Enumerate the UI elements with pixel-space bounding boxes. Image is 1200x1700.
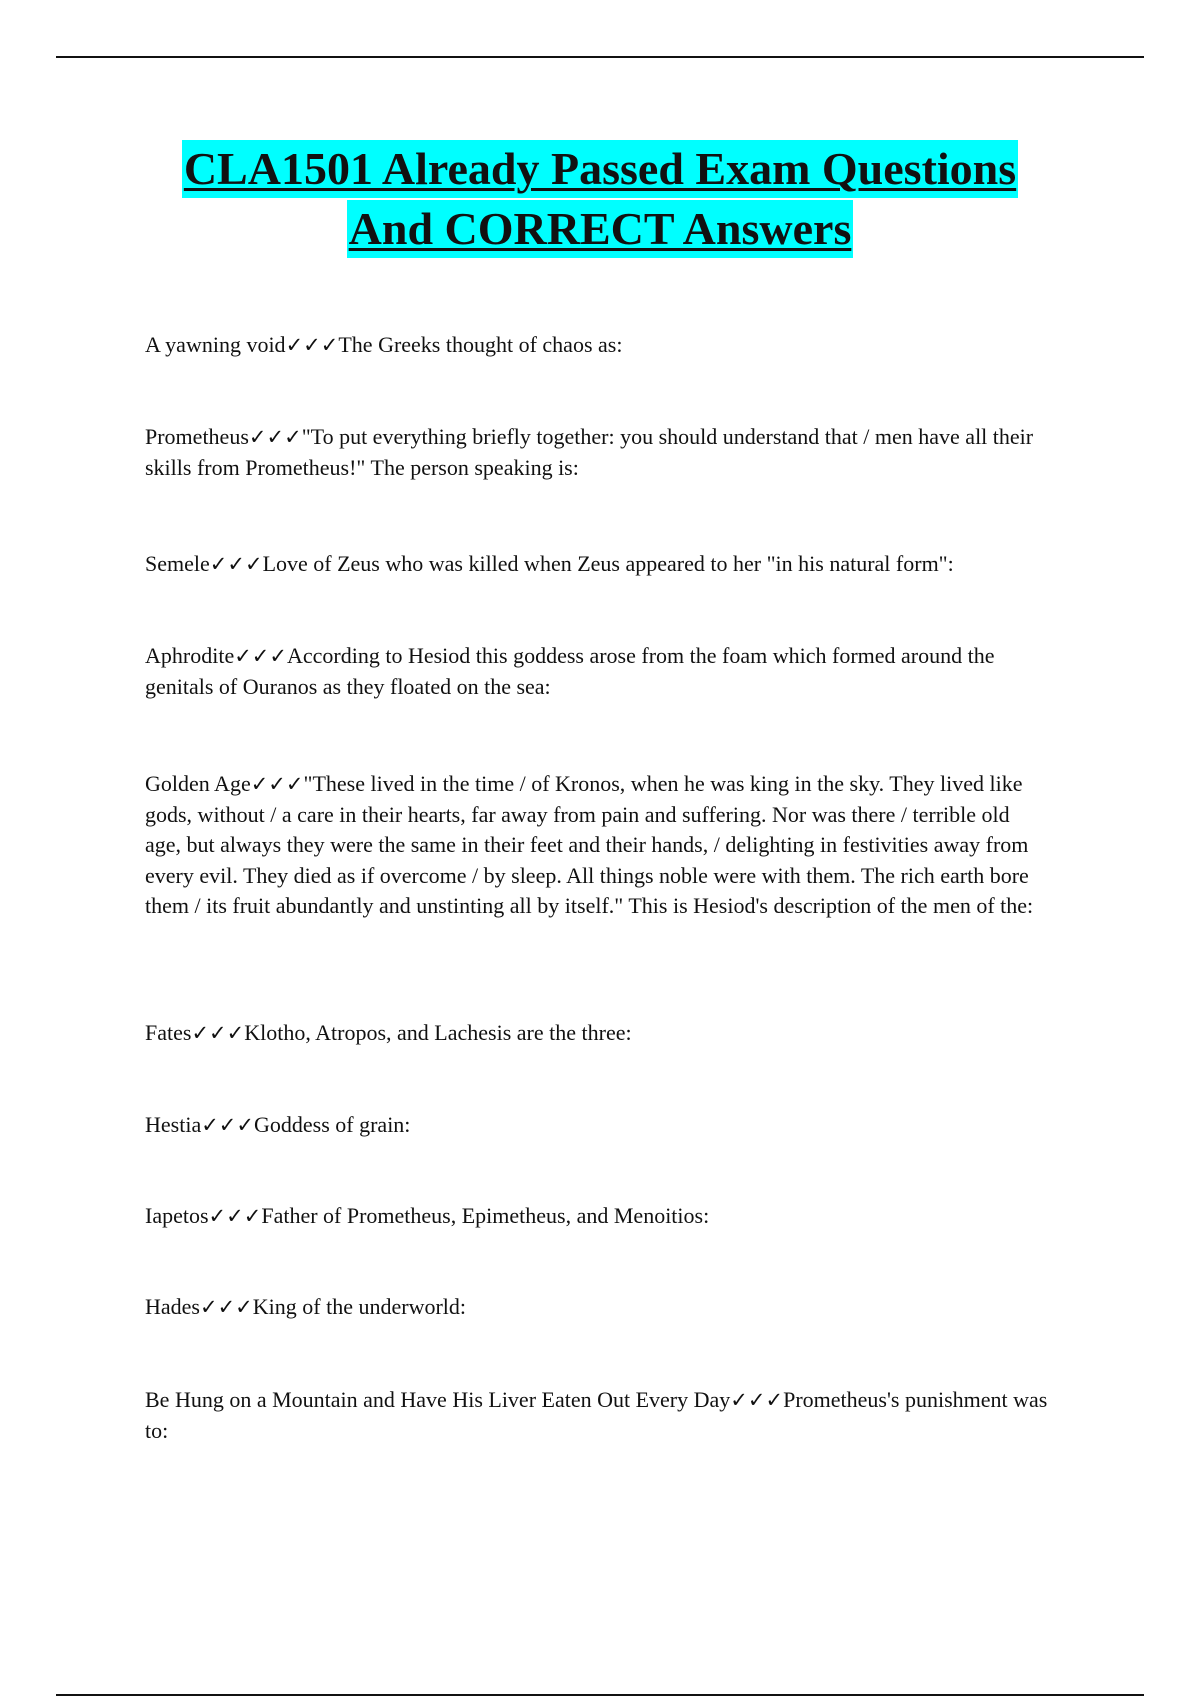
check-marks-icon: ✓✓✓ xyxy=(730,1388,784,1412)
question-text: Goddess of grain: xyxy=(254,1112,411,1137)
document-title xyxy=(0,140,1200,260)
answer-text: Hestia xyxy=(145,1112,202,1137)
question-text: Prometheus's punishment was to: xyxy=(145,1387,1048,1443)
qa-item xyxy=(145,330,1050,361)
qa-item xyxy=(145,1385,1050,1446)
check-marks-icon: ✓✓✓ xyxy=(199,1295,253,1319)
check-marks-icon: ✓✓✓ xyxy=(201,1113,254,1137)
qa-item xyxy=(145,641,1050,702)
qa-item xyxy=(145,1018,1050,1049)
check-marks-icon: ✓✓✓ xyxy=(248,425,302,449)
check-marks-icon: ✓✓✓ xyxy=(234,644,287,668)
question-text: "These lived in the time / of Kronos, when he was king in the sky. They lived like gods, without / a care in their hearts, far away from pain and suffering. Nor was there / terrible old age, but always they were the same in their feet and their hands, / delighting in festivities away from every evil. They died as if overcome / by sleep. All things noble were with them. The rich earth bore them / its fruit abundantly and unstinting all by itself." This is Hesiod's description of the men of the: xyxy=(145,771,1034,918)
answer-text: Prometheus xyxy=(145,424,249,449)
title-line-1: CLA1501 Already Passed Exam Questions xyxy=(182,140,1018,198)
check-marks-icon: ✓✓✓ xyxy=(208,1204,262,1228)
answer-text: Iapetos xyxy=(145,1203,209,1228)
answer-text: Golden Age xyxy=(145,771,251,796)
question-text: Love of Zeus who was killed when Zeus appeared to her "in his natural form": xyxy=(262,551,954,576)
qa-item xyxy=(145,1292,1050,1323)
qa-item xyxy=(145,769,1050,922)
answer-text: A yawning void xyxy=(145,332,286,357)
qa-item xyxy=(145,422,1050,483)
answer-text: Aphrodite xyxy=(145,643,235,668)
bottom-rule xyxy=(56,1694,1144,1696)
check-marks-icon: ✓✓✓ xyxy=(285,333,339,357)
question-text: The Greeks thought of chaos as: xyxy=(338,332,623,357)
answer-text: Semele xyxy=(145,551,210,576)
answer-text: Be Hung on a Mountain and Have His Liver Eaten Out Every Day xyxy=(145,1387,731,1412)
top-rule xyxy=(56,56,1144,58)
check-marks-icon: ✓✓✓ xyxy=(191,1021,245,1045)
title-line-2: And CORRECT Answers xyxy=(347,200,854,258)
qa-item xyxy=(145,549,1050,580)
answer-text: Fates xyxy=(145,1020,192,1045)
qa-item xyxy=(145,1110,1050,1141)
question-text: Klotho, Atropos, and Lachesis are the three: xyxy=(244,1020,632,1045)
question-text: According to Hesiod this goddess arose from the foam which formed around the genitals of Ouranos as they floated on the sea: xyxy=(145,643,995,699)
check-marks-icon: ✓✓✓ xyxy=(250,772,304,796)
qa-item xyxy=(145,1201,1050,1232)
question-text: "To put everything briefly together: you should understand that / men have all their skills from Prometheus!" The person speaking is: xyxy=(145,424,1034,480)
question-text: Father of Prometheus, Epimetheus, and Menoitios: xyxy=(261,1203,710,1228)
answer-text: Hades xyxy=(145,1294,200,1319)
check-marks-icon: ✓✓✓ xyxy=(209,552,263,576)
question-text: King of the underworld: xyxy=(252,1294,467,1319)
